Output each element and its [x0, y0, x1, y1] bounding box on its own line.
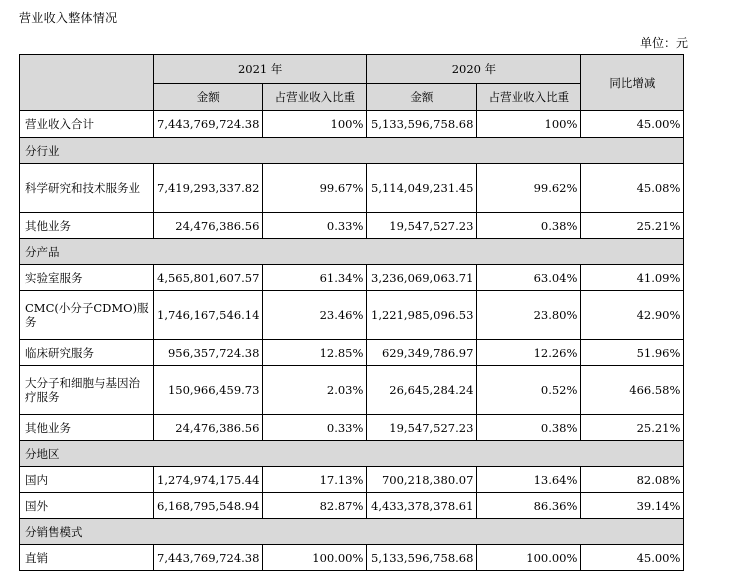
yoy-change-cell: 45.08%	[581, 164, 684, 213]
ratio-2021-cell: 100%	[263, 111, 367, 138]
section-label: 分销售模式	[20, 519, 684, 545]
header-row-years	[20, 55, 684, 84]
amount-2021-cell: 7,419,293,337.82	[154, 164, 263, 213]
header-blank-cell	[20, 55, 154, 111]
ratio-2020-cell: 100%	[477, 111, 581, 138]
header-year-2020: 2020 年	[367, 55, 581, 84]
amount-2020-cell: 19,547,527.23	[367, 415, 477, 441]
table-row	[20, 340, 684, 366]
yoy-change-cell: 82.08%	[581, 467, 684, 493]
table-row	[20, 265, 684, 291]
row-label: 实验室服务	[20, 265, 154, 291]
ratio-2020-cell: 0.38%	[477, 415, 581, 441]
amount-2021-cell: 4,565,801,607.57	[154, 265, 263, 291]
yoy-change-cell: 25.21%	[581, 415, 684, 441]
yoy-change-cell: 41.09%	[581, 265, 684, 291]
table-row	[20, 111, 684, 138]
ratio-2020-cell: 0.38%	[477, 213, 581, 239]
section-row	[20, 519, 684, 545]
row-label: 临床研究服务	[20, 340, 154, 366]
row-label: 其他业务	[20, 213, 154, 239]
amount-2021-cell: 7,443,769,724.38	[154, 111, 263, 138]
ratio-2021-cell: 12.85%	[263, 340, 367, 366]
yoy-change-cell: 45.00%	[581, 111, 684, 138]
ratio-2021-cell: 0.33%	[263, 415, 367, 441]
ratio-2021-cell: 2.03%	[263, 366, 367, 415]
row-label: 国内	[20, 467, 154, 493]
row-label: 其他业务	[20, 415, 154, 441]
ratio-2020-cell: 63.04%	[477, 265, 581, 291]
ratio-2021-cell: 99.67%	[263, 164, 367, 213]
unit-label: 单位：元	[640, 36, 689, 50]
amount-2021-cell: 24,476,386.56	[154, 415, 263, 441]
yoy-change-cell: 42.90%	[581, 291, 684, 340]
ratio-2020-cell: 86.36%	[477, 493, 581, 519]
yoy-change-cell: 39.14%	[581, 493, 684, 519]
row-label: 直销	[20, 545, 154, 571]
yoy-change-cell: 51.96%	[581, 340, 684, 366]
amount-2021-cell: 956,357,724.38	[154, 340, 263, 366]
amount-2020-cell: 5,133,596,758.68	[367, 545, 477, 571]
amount-2020-cell: 629,349,786.97	[367, 340, 477, 366]
table-row	[20, 493, 684, 519]
header-ratio-2021: 占营业收入比重	[263, 84, 367, 111]
ratio-2020-cell: 99.62%	[477, 164, 581, 213]
ratio-2020-cell: 100.00%	[477, 545, 581, 571]
amount-2020-cell: 700,218,380.07	[367, 467, 477, 493]
amount-2020-cell: 1,221,985,096.53	[367, 291, 477, 340]
amount-2021-cell: 1,274,974,175.44	[154, 467, 263, 493]
ratio-2021-cell: 0.33%	[263, 213, 367, 239]
table-row	[20, 366, 684, 415]
ratio-2021-cell: 100.00%	[263, 545, 367, 571]
yoy-change-cell: 466.58%	[581, 366, 684, 415]
header-yoy: 同比增减	[581, 55, 684, 111]
amount-2021-cell: 24,476,386.56	[154, 213, 263, 239]
table-row	[20, 415, 684, 441]
section-label: 分行业	[20, 138, 684, 164]
amount-2020-cell: 3,236,069,063.71	[367, 265, 477, 291]
row-label: 大分子和细胞与基因治疗服务	[20, 366, 154, 415]
amount-2021-cell: 1,746,167,546.14	[154, 291, 263, 340]
table-row	[20, 213, 684, 239]
row-label: 国外	[20, 493, 154, 519]
header-year-2021: 2021 年	[154, 55, 367, 84]
ratio-2021-cell: 82.87%	[263, 493, 367, 519]
section-label: 分地区	[20, 441, 684, 467]
amount-2021-cell: 150,966,459.73	[154, 366, 263, 415]
table-title: 营业收入整体情况	[19, 11, 118, 25]
amount-2020-cell: 26,645,284.24	[367, 366, 477, 415]
amount-2020-cell: 5,133,596,758.68	[367, 111, 477, 138]
header-amount-2020: 金额	[367, 84, 477, 111]
yoy-change-cell: 45.00%	[581, 545, 684, 571]
section-row	[20, 239, 684, 265]
amount-2020-cell: 5,114,049,231.45	[367, 164, 477, 213]
ratio-2020-cell: 0.52%	[477, 366, 581, 415]
section-row	[20, 441, 684, 467]
header-amount-2021: 金额	[154, 84, 263, 111]
row-label: 科学研究和技术服务业	[20, 164, 154, 213]
section-label: 分产品	[20, 239, 684, 265]
amount-2021-cell: 6,168,795,548.94	[154, 493, 263, 519]
row-label: 营业收入合计	[20, 111, 154, 138]
section-row	[20, 138, 684, 164]
amount-2020-cell: 19,547,527.23	[367, 213, 477, 239]
ratio-2021-cell: 23.46%	[263, 291, 367, 340]
amount-2021-cell: 7,443,769,724.38	[154, 545, 263, 571]
table-row	[20, 545, 684, 571]
yoy-change-cell: 25.21%	[581, 213, 684, 239]
header-ratio-2020: 占营业收入比重	[477, 84, 581, 111]
ratio-2021-cell: 17.13%	[263, 467, 367, 493]
ratio-2021-cell: 61.34%	[263, 265, 367, 291]
ratio-2020-cell: 23.80%	[477, 291, 581, 340]
table-row	[20, 164, 684, 213]
revenue-table	[19, 54, 684, 571]
amount-2020-cell: 4,433,378,378.61	[367, 493, 477, 519]
table-row	[20, 467, 684, 493]
row-label: CMC(小分子CDMO)服务	[20, 291, 154, 340]
table-row	[20, 291, 684, 340]
ratio-2020-cell: 12.26%	[477, 340, 581, 366]
ratio-2020-cell: 13.64%	[477, 467, 581, 493]
